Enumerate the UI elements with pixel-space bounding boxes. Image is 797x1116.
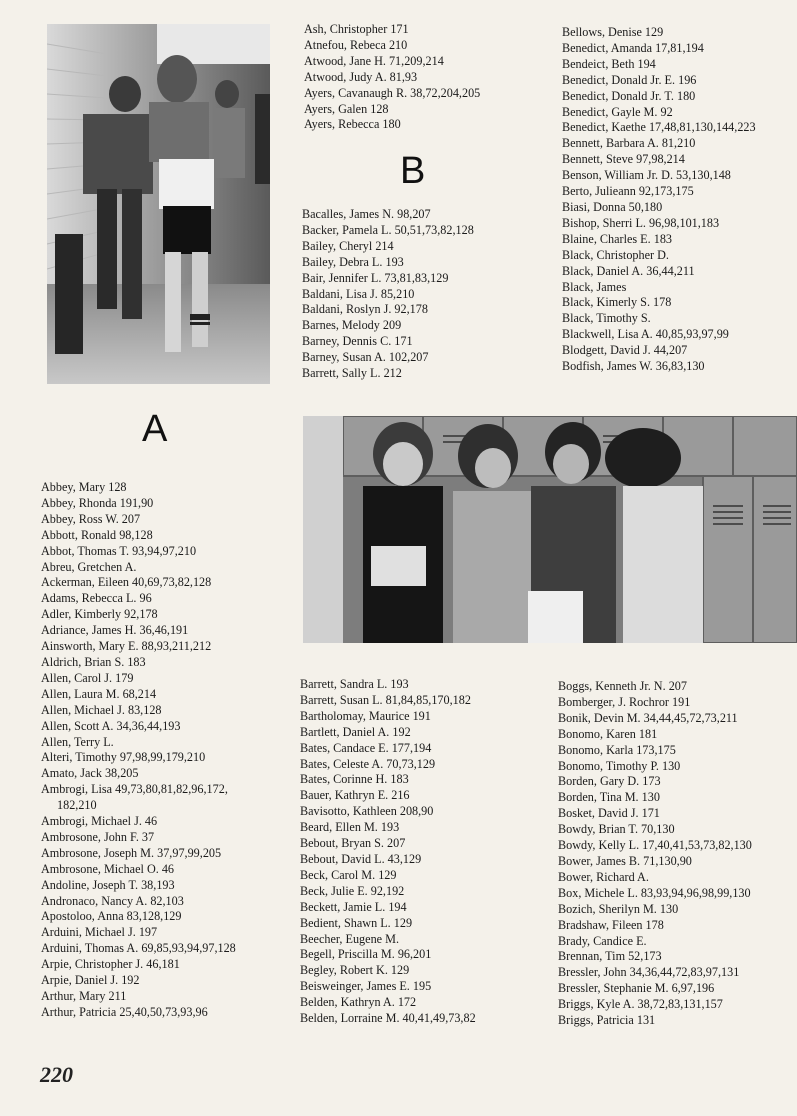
index-entry: Barrett, Susan L. 81,84,85,170,182 [300,692,471,707]
index-entry: Borden, Tina M. 130 [558,790,660,805]
index-entry: Abreu, Gretchen A. [41,559,137,574]
index-entry: Bates, Celeste A. 70,73,129 [300,756,436,771]
index-entry: Andronaco, Nancy A. 82,103 [41,893,184,908]
section-letter-b: B [400,150,426,192]
index-entry: Boggs, Kenneth Jr. N. 207 [558,679,687,693]
index-entry: Ambrosone, Michael O. 46 [41,861,175,876]
index-entry: Belden, Lorraine M. 40,41,49,73,82 [300,1011,476,1026]
index-entry: Ainsworth, Mary E. 88,93,211,212 [41,639,212,654]
index-entry: Begley, Robert K. 129 [300,963,410,978]
index-entry: Blackwell, Lisa A. 40,85,93,97,99 [562,327,729,342]
index-entry: Bonik, Devin M. 34,44,45,72,73,211 [558,710,738,725]
index-entry: Bendeict, Beth 194 [562,56,656,71]
index-entry: Berto, Julieann 92,173,175 [562,184,694,199]
index-entry: Allen, Terry L. [41,734,114,749]
index-entry: Allen, Carol J. 179 [41,670,134,685]
index-entry: Black, Daniel A. 36,44,211 [562,263,695,278]
index-entry: Bozich, Sherilyn M. 130 [558,901,679,916]
index-entry: Aldrich, Brian S. 183 [41,654,146,669]
index-entry: Begell, Priscilla M. 96,201 [300,947,432,962]
index-entry: Arpie, Daniel J. 192 [41,973,140,988]
index-entry: 182,210 [57,798,97,813]
index-entry: Bower, Richard A. [558,869,649,884]
index-entry: Bishop, Sherri L. 96,98,101,183 [562,215,720,230]
index-entry: Arpie, Christopher J. 46,181 [41,957,180,972]
index-entry: Bodfish, James W. 36,83,130 [562,359,705,374]
index-entry: Bowdy, Brian T. 70,130 [558,822,675,837]
index-entry: Bebout, David L. 43,129 [300,851,422,866]
index-entry: Bonomo, Karla 173,175 [558,742,676,757]
index-entry: Bebout, Bryan S. 207 [300,836,406,851]
index-entry: Bartholomay, Maurice 191 [300,708,431,723]
index-entry: Briggs, Kyle A. 38,72,83,131,157 [558,997,723,1012]
index-entry: Abbey, Mary 128 [41,480,127,494]
index-column-1 [41,480,271,1021]
index-entry: Bennett, Steve 97,98,214 [562,152,685,167]
index-entry: Bailey, Cheryl 214 [302,238,394,253]
index-entry: Bartlett, Daniel A. 192 [300,724,411,739]
index-entry: Benedict, Donald Jr. T. 180 [562,88,696,103]
index-entry: Ayers, Galen 128 [304,101,389,116]
index-entry: Baldani, Lisa J. 85,210 [302,286,415,301]
index-entry: Amato, Jack 38,205 [41,766,139,781]
index-entry: Beisweinger, James E. 195 [300,979,432,994]
index-entry: Ambrogi, Lisa 49,73,80,81,82,96,172, [41,782,228,797]
index-column-3-top [562,25,794,375]
index-entry: Belden, Kathryn A. 172 [300,995,417,1010]
index-entry: Abbott, Ronald 98,128 [41,527,153,542]
index-entry: Atnefou, Rebeca 210 [304,37,408,52]
index-entry: Borden, Gary D. 173 [558,774,661,789]
index-entry: Biasi, Donna 50,180 [562,199,663,214]
index-entry: Bates, Candace E. 177,194 [300,740,432,755]
index-entry: Bonomo, Timothy P. 130 [558,758,681,773]
lockers-photo [303,416,797,643]
index-entry: Abbot, Thomas T. 93,94,97,210 [41,543,197,558]
index-entry: Apostoloo, Anna 83,128,129 [41,909,182,924]
index-entry: Bressler, John 34,36,44,72,83,97,131 [558,965,740,980]
hallway-photo [47,24,270,384]
index-entry: Adler, Kimberly 92,178 [41,607,158,622]
index-entry: Ayers, Rebecca 180 [304,117,401,132]
index-entry: Bellows, Denise 129 [562,25,664,39]
index-entry: Arthur, Patricia 25,40,50,73,93,96 [41,1004,208,1019]
index-entry: Bowdy, Kelly L. 17,40,41,53,73,82,130 [558,838,752,853]
index-entry: Black, Timothy S. [562,311,651,326]
index-entry: Bailey, Debra L. 193 [302,254,404,269]
index-entry: Benson, William Jr. D. 53,130,148 [562,168,731,183]
index-entry: Atwood, Jane H. 71,209,214 [304,53,444,68]
page-number: 220 [40,1062,73,1087]
index-entry: Barrett, Sally L. 212 [302,366,402,381]
index-entry: Beecher, Eugene M. [300,931,399,946]
index-entry: Backer, Pamela L. 50,51,73,82,128 [302,222,474,237]
index-entry: Benedict, Amanda 17,81,194 [562,40,704,55]
index-entry: Bair, Jennifer L. 73,81,83,129 [302,270,449,285]
index-entry: Beard, Ellen M. 193 [300,820,400,835]
index-entry: Bonomo, Karen 181 [558,726,658,741]
index-entry: Barney, Susan A. 102,207 [302,350,429,365]
index-entry: Box, Michele L. 83,93,94,96,98,99,130 [558,885,751,900]
index-entry: Brady, Candice E. [558,933,647,948]
index-entry: Alteri, Timothy 97,98,99,179,210 [41,750,206,765]
index-entry: Bedient, Shawn L. 129 [300,915,413,930]
index-entry: Arduini, Michael J. 197 [41,925,158,940]
index-entry: Ambrogi, Michael J. 46 [41,814,158,829]
index-entry: Allen, Laura M. 68,214 [41,686,157,701]
index-entry: Barrett, Sandra L. 193 [300,677,409,691]
index-entry: Bacalles, James N. 98,207 [302,207,431,221]
index-entry: Abbey, Rhonda 191,90 [41,495,154,510]
index-entry: Bauer, Kathryn E. 216 [300,788,410,803]
index-entry: Arduini, Thomas A. 69,85,93,94,97,128 [41,941,236,956]
index-entry: Andoline, Joseph T. 38,193 [41,877,175,892]
index-entry: Benedict, Donald Jr. E. 196 [562,72,697,87]
index-entry: Atwood, Judy A. 81,93 [304,69,418,84]
index-entry: Bomberger, J. Rochror 191 [558,694,691,709]
index-entry: Bavisotto, Kathleen 208,90 [300,804,434,819]
index-entry: Ambrosone, John F. 37 [41,829,155,844]
index-entry: Black, Kimerly S. 178 [562,295,672,310]
index-entry: Ayers, Cavanaugh R. 38,72,204,205 [304,85,481,100]
index-entry: Bressler, Stephanie M. 6,97,196 [558,981,715,996]
index-entry: Blodgett, David J. 44,207 [562,343,688,358]
index-entry: Allen, Scott A. 34,36,44,193 [41,718,181,733]
index-entry: Briggs, Patricia 131 [558,1013,656,1028]
index-entry: Beck, Carol M. 129 [300,867,397,882]
index-entry: Bradshaw, Fileen 178 [558,917,664,932]
index-entry: Beckett, Jamie L. 194 [300,899,407,914]
section-letter-a: A [142,408,168,450]
index-entry: Benedict, Kaethe 17,48,81,130,144,223 [562,120,756,135]
index-entry: Arthur, Mary 211 [41,989,127,1003]
index-entry: Blaine, Charles E. 183 [562,231,673,246]
index-entry: Bower, James B. 71,130,90 [558,853,692,868]
index-entry: Bosket, David J. 171 [558,806,660,821]
index-entry: Black, James [562,279,627,294]
index-entry: Ambrosone, Joseph M. 37,97,99,205 [41,845,222,860]
index-entry: Baldani, Roslyn J. 92,178 [302,302,428,317]
index-entry: Barney, Dennis C. 171 [302,334,413,349]
index-entry: Allen, Michael J. 83,128 [41,702,162,717]
index-entry: Beck, Julie E. 92,192 [300,883,405,898]
index-column-2-middle [302,207,542,382]
index-entry: Black, Christopher D. [562,247,669,262]
index-entry: Benedict, Gayle M. 92 [562,104,673,119]
index-entry: Barnes, Melody 209 [302,318,402,333]
index-entry: Bennett, Barbara A. 81,210 [562,136,696,151]
index-entry: Adriance, James H. 36,46,191 [41,623,189,638]
index-entry: Brennan, Tim 52,173 [558,949,662,964]
index-column-2-top [304,22,544,133]
index-entry: Ash, Christopher 171 [304,22,409,36]
index-entry: Abbey, Ross W. 207 [41,511,141,526]
index-entry: Bates, Corinne H. 183 [300,772,409,787]
index-column-3-bottom [558,679,794,1029]
index-column-2-bottom [300,677,540,1027]
index-entry: Adams, Rebecca L. 96 [41,591,152,606]
index-entry: Ackerman, Eileen 40,69,73,82,128 [41,575,212,590]
